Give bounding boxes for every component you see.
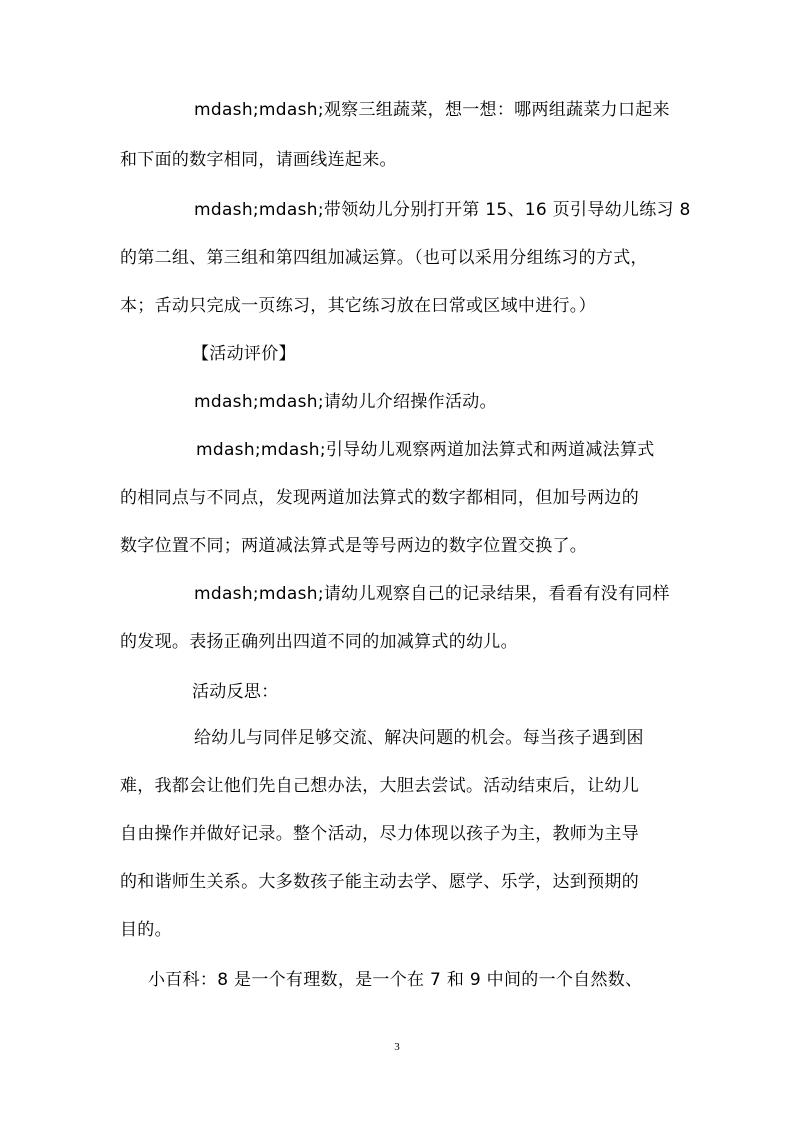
paragraph-line: 难，我都会让他们先自己想办法，大胆去尝试。活动结束后，让幼儿 [120, 776, 639, 796]
paragraph-line: mdash;mdash;请幼儿观察自己的记录结果，看看有没有同样 [194, 584, 670, 604]
paragraph-line: 的发现。表扬正确列出四道不同的加减算式的幼儿。 [120, 632, 518, 652]
paragraph-line: 和下面的数字相同，请画线连起来。 [120, 150, 397, 170]
paragraph-line: 的相同点与不同点，发现两道加法算式的数字都相同，但加号两边的 [120, 488, 639, 508]
paragraph-line: 给幼儿与同伴足够交流、解决问题的机会。每当孩子遇到困 [194, 728, 644, 748]
paragraph-line: 的和谐师生关系。大多数孩子能主动去学、愿学、乐学，达到预期的 [120, 872, 639, 892]
paragraph-line: mdash;mdash;引导幼儿观察两道加法算式和两道减法算式 [196, 440, 655, 460]
section-heading-activity-evaluation: 【活动评价】 [192, 344, 296, 364]
paragraph-line: 目的。 [120, 920, 172, 940]
paragraph-line: 数字位置不同；两道减法算式是等号两边的数字位置交换了。 [120, 536, 588, 556]
paragraph-line: 的第二组、第三组和第四组加减运算。（也可以采用分组练习的方式， [120, 248, 648, 268]
paragraph-line: 自由操作并做好记录。整个活动，尽力体现以孩子为主，教师为主导 [120, 824, 639, 844]
paragraph-line: 本；舌动只完成一页练习，其它练习放在曰常或区域中进行。） [120, 296, 596, 316]
paragraph-line: mdash;mdash;带领幼儿分别打开第 15、16 页引导幼儿练习 8 [194, 200, 691, 220]
paragraph-line: mdash;mdash;观察三组蔬菜，想一想：哪两组蔬菜力口起来 [194, 100, 670, 120]
paragraph-line: 小百科：8 是一个有理数，是一个在 7 和 9 中间的一个自然数、 [148, 970, 643, 990]
section-heading-activity-reflection: 活动反思： [192, 682, 279, 702]
paragraph-line: mdash;mdash;请幼儿介绍操作活动。 [194, 392, 497, 412]
page-number: 3 [394, 1041, 400, 1053]
